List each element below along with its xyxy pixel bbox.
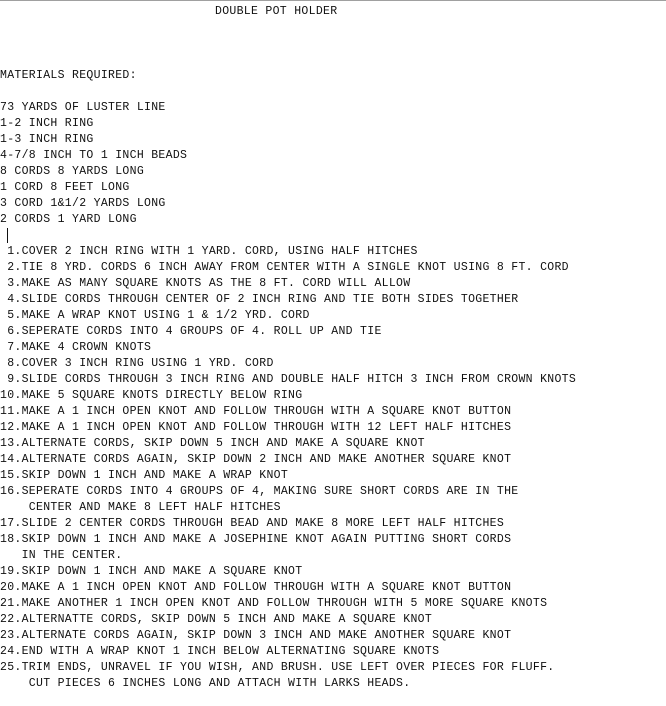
step-line: 9.SLIDE CORDS THROUGH 3 INCH RING AND DOUBLE HALF HITCH 3 INCH FROM CROWN KNOTS bbox=[0, 373, 577, 386]
materials-list bbox=[0, 100, 187, 228]
material-item: 1-3 INCH RING bbox=[0, 133, 94, 146]
step-line: 10.MAKE 5 SQUARE KNOTS DIRECTLY BELOW RING bbox=[0, 389, 303, 402]
step-line: 16.SEPERATE CORDS INTO 4 GROUPS OF 4, MAKING SURE SHORT CORDS ARE IN THE bbox=[0, 485, 519, 498]
step-line: 20.MAKE A 1 INCH OPEN KNOT AND FOLLOW THROUGH WITH A SQUARE KNOT BUTTON bbox=[0, 581, 512, 594]
step-line: 1.COVER 2 INCH RING WITH 1 YARD. CORD, USING HALF HITCHES bbox=[0, 245, 418, 258]
material-item: 4-7/8 INCH TO 1 INCH BEADS bbox=[0, 149, 188, 162]
step-line: 14.ALTERNATE CORDS AGAIN, SKIP DOWN 2 INCH AND MAKE ANOTHER SQUARE KNOT bbox=[0, 453, 512, 466]
step-line: 17.SLIDE 2 CENTER CORDS THROUGH BEAD AND MAKE 8 MORE LEFT HALF HITCHES bbox=[0, 517, 505, 530]
step-line: 4.SLIDE CORDS THROUGH CENTER OF 2 INCH RING AND TIE BOTH SIDES TOGETHER bbox=[0, 293, 519, 306]
materials-heading: MATERIALS REQUIRED: bbox=[0, 69, 137, 82]
step-line: 2.TIE 8 YRD. CORDS 6 INCH AWAY FROM CENTER WITH A SINGLE KNOT USING 8 FT. CORD bbox=[0, 261, 569, 274]
step-line: 12.MAKE A 1 INCH OPEN KNOT AND FOLLOW THROUGH WITH 12 LEFT HALF HITCHES bbox=[0, 421, 512, 434]
document-title: DOUBLE POT HOLDER bbox=[215, 5, 338, 18]
step-line: 6.SEPERATE CORDS INTO 4 GROUPS OF 4. ROLL UP AND TIE bbox=[0, 325, 382, 338]
material-item: 1-2 INCH RING bbox=[0, 117, 94, 130]
step-line: 23.ALTERNATE CORDS AGAIN, SKIP DOWN 3 INCH AND MAKE ANOTHER SQUARE KNOT bbox=[0, 629, 512, 642]
step-line: 24.END WITH A WRAP KNOT 1 INCH BELOW ALTERNATING SQUARE KNOTS bbox=[0, 645, 440, 658]
step-line: 13.ALTERNATE CORDS, SKIP DOWN 5 INCH AND MAKE A SQUARE KNOT bbox=[0, 437, 425, 450]
step-line: 22.ALTERNATTE CORDS, SKIP DOWN 5 INCH AND MAKE A SQUARE KNOT bbox=[0, 613, 433, 626]
material-item: 3 CORD 1&1/2 YARDS LONG bbox=[0, 197, 166, 210]
material-item: 2 CORDS 1 YARD LONG bbox=[0, 213, 137, 226]
text-cursor bbox=[7, 228, 8, 243]
step-line: 11.MAKE A 1 INCH OPEN KNOT AND FOLLOW THROUGH WITH A SQUARE KNOT BUTTON bbox=[0, 405, 512, 418]
step-line: 3.MAKE AS MANY SQUARE KNOTS AS THE 8 FT. CORD WILL ALLOW bbox=[0, 277, 411, 290]
step-line: 21.MAKE ANOTHER 1 INCH OPEN KNOT AND FOLLOW THROUGH WITH 5 MORE SQUARE KNOTS bbox=[0, 597, 548, 610]
step-line: IN THE CENTER. bbox=[0, 549, 123, 562]
material-item: 73 YARDS OF LUSTER LINE bbox=[0, 101, 166, 114]
step-line: 5.MAKE A WRAP KNOT USING 1 & 1/2 YRD. CORD bbox=[0, 309, 310, 322]
step-line: 19.SKIP DOWN 1 INCH AND MAKE A SQUARE KNOT bbox=[0, 565, 303, 578]
step-line: 18.SKIP DOWN 1 INCH AND MAKE A JOSEPHINE KNOT AGAIN PUTTING SHORT CORDS bbox=[0, 533, 512, 546]
material-item: 1 CORD 8 FEET LONG bbox=[0, 181, 130, 194]
material-item: 8 CORDS 8 YARDS LONG bbox=[0, 165, 145, 178]
step-line: 25.TRIM ENDS, UNRAVEL IF YOU WISH, AND BRUSH. USE LEFT OVER PIECES FOR FLUFF. bbox=[0, 661, 555, 674]
step-line: 8.COVER 3 INCH RING USING 1 YRD. CORD bbox=[0, 357, 274, 370]
step-line: 7.MAKE 4 CROWN KNOTS bbox=[0, 341, 152, 354]
instruction-steps bbox=[0, 244, 576, 692]
step-line: CUT PIECES 6 INCHES LONG AND ATTACH WITH LARKS HEADS. bbox=[0, 677, 411, 690]
step-line: 15.SKIP DOWN 1 INCH AND MAKE A WRAP KNOT bbox=[0, 469, 289, 482]
step-line: CENTER AND MAKE 8 LEFT HALF HITCHES bbox=[0, 501, 281, 514]
